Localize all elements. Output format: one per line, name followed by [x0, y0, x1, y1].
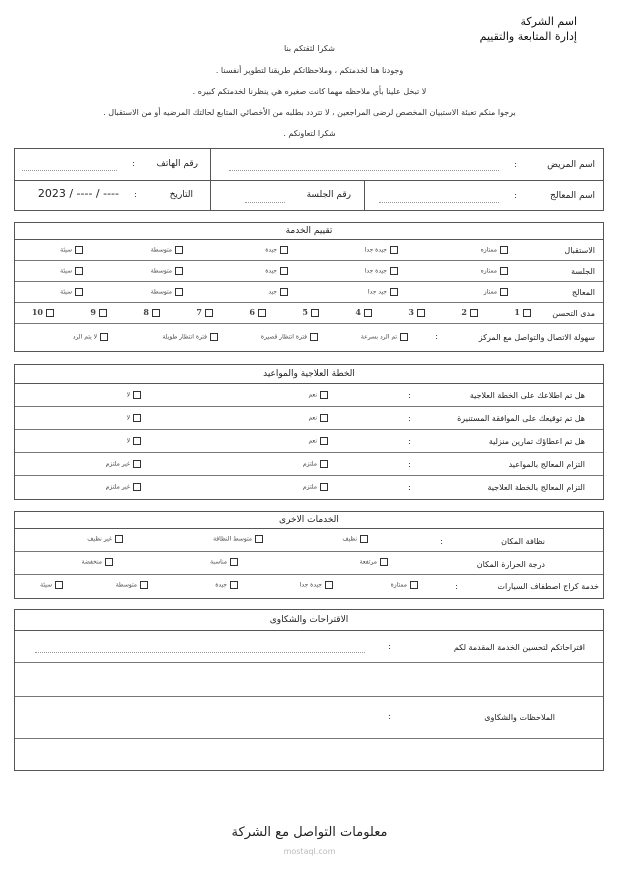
complaints-row: الملاحظات والشكاوى : — [15, 697, 603, 739]
temperature-row: درجة الحرارة المكان مرتفعة مناسبة منخفضة — [15, 552, 603, 575]
treatment-plan-box — [14, 364, 604, 500]
phone-field[interactable] — [22, 163, 117, 171]
intro-line-5: شكرا لتعاونكم . — [283, 129, 336, 138]
patient-info-box: اسم المريض : رقم الهاتف : اسم المعالج : رقم الجلسة التاريخ : 2023 / ---- / ---- — [14, 148, 604, 211]
contact-row: سهولة الاتصال والتواصل مع المركز : تم الرد بسرعة فترة انتظار قصيرة فترة انتظار طويلة لا يتم الرد — [72, 332, 595, 342]
session-field[interactable] — [245, 195, 285, 203]
date-field[interactable]: 2023 / ---- / ---- — [37, 187, 119, 200]
patient-name-field[interactable] — [229, 163, 499, 171]
intro-line-2: وجودنا هنا لخدمتكم ، وملاحظاتكم طريقنا لتطوير أنفسنا . — [215, 66, 404, 75]
cleanliness-row: نظافة المكان : نظيف متوسط النظافة غير نظيف — [15, 529, 603, 552]
therapist-label: اسم المعالج — [550, 191, 595, 201]
session-row: الجلسة ممتازه جيدة جدا جيدة متوسطة سيئة — [15, 261, 603, 282]
therapist-row: المعالج ممتاز جيد جدا جيد متوسطة سيئة — [15, 282, 603, 303]
suggestions-blank[interactable] — [15, 663, 603, 697]
company-name: اسم الشركة — [520, 15, 577, 28]
phone-label: رقم الهاتف — [156, 159, 198, 169]
treatment-plan-title: الخطة العلاجية والمواعيد — [15, 365, 603, 384]
plan-row-5: التزام المعالج بالخطة العلاجية : ملتزم غير ملتزم — [105, 483, 585, 492]
company-header — [480, 14, 577, 44]
suggestions-field[interactable] — [35, 645, 365, 653]
suggestions-row: اقتراحاتكم لتحسين الخدمة المقدمة لكم : — [15, 631, 603, 663]
session-label: رقم الجلسة — [306, 190, 351, 200]
reception-row: الاستقبال ممتازه جيدة جدا جيدة متوسطة سيئة — [15, 240, 603, 261]
other-services-box — [14, 511, 604, 599]
feedback-title: الاقتراحات والشكاوى — [15, 610, 603, 631]
parking-row: خدمة كراج اصطفاف السيارات : ممتازة جيدة جدا جيدة متوسطة سيئة — [40, 581, 599, 591]
other-services-title: الخدمات الاخرى — [15, 512, 603, 529]
service-evaluation-box — [14, 222, 604, 352]
complaints-blank[interactable] — [15, 739, 603, 770]
plan-row-1: هل تم اطلاعك على الخطة العلاجية : نعم لا — [15, 384, 603, 407]
plan-row-3: هل تم اعطاؤك تمارين منزلية : نعم لا — [15, 430, 603, 453]
department-name: إدارة المتابعة والتقييم — [479, 30, 577, 43]
therapist-field[interactable] — [379, 195, 499, 203]
footer-contact-title: معلومات التواصل مع الشركة — [231, 825, 388, 840]
improvement-row: مدى التحسن 1 2 3 4 5 6 7 8 9 10 — [15, 303, 603, 324]
intro-line-1: شكرا لثقتكم بنا — [284, 44, 335, 53]
intro-line-4: برجوا منكم تعبئة الاستبيان المخصص لرضى المراجعين ، لا تتردد بطلبه من الأخصائي المتابع لحالتك المرضيه أو من الاستقبال . — [103, 108, 516, 117]
patient-name-label: اسم المريض — [547, 160, 595, 170]
intro-line-3: لا تبخل علينا بأي ملاحظه مهما كانت صغيره هي ينظرنا لخدمتكم كبيره . — [192, 87, 427, 96]
feedback-box — [14, 609, 604, 771]
plan-row-2: هل تم توقيعك على الموافقة المستنيرة : نعم لا — [15, 407, 603, 430]
service-evaluation-title: تقييم الخدمة — [15, 223, 603, 240]
date-label: التاريخ — [169, 190, 193, 200]
plan-row-4: التزام المعالج بالمواعيد : ملتزم غير ملتزم — [15, 453, 603, 476]
watermark: mostaql.com — [283, 847, 336, 856]
